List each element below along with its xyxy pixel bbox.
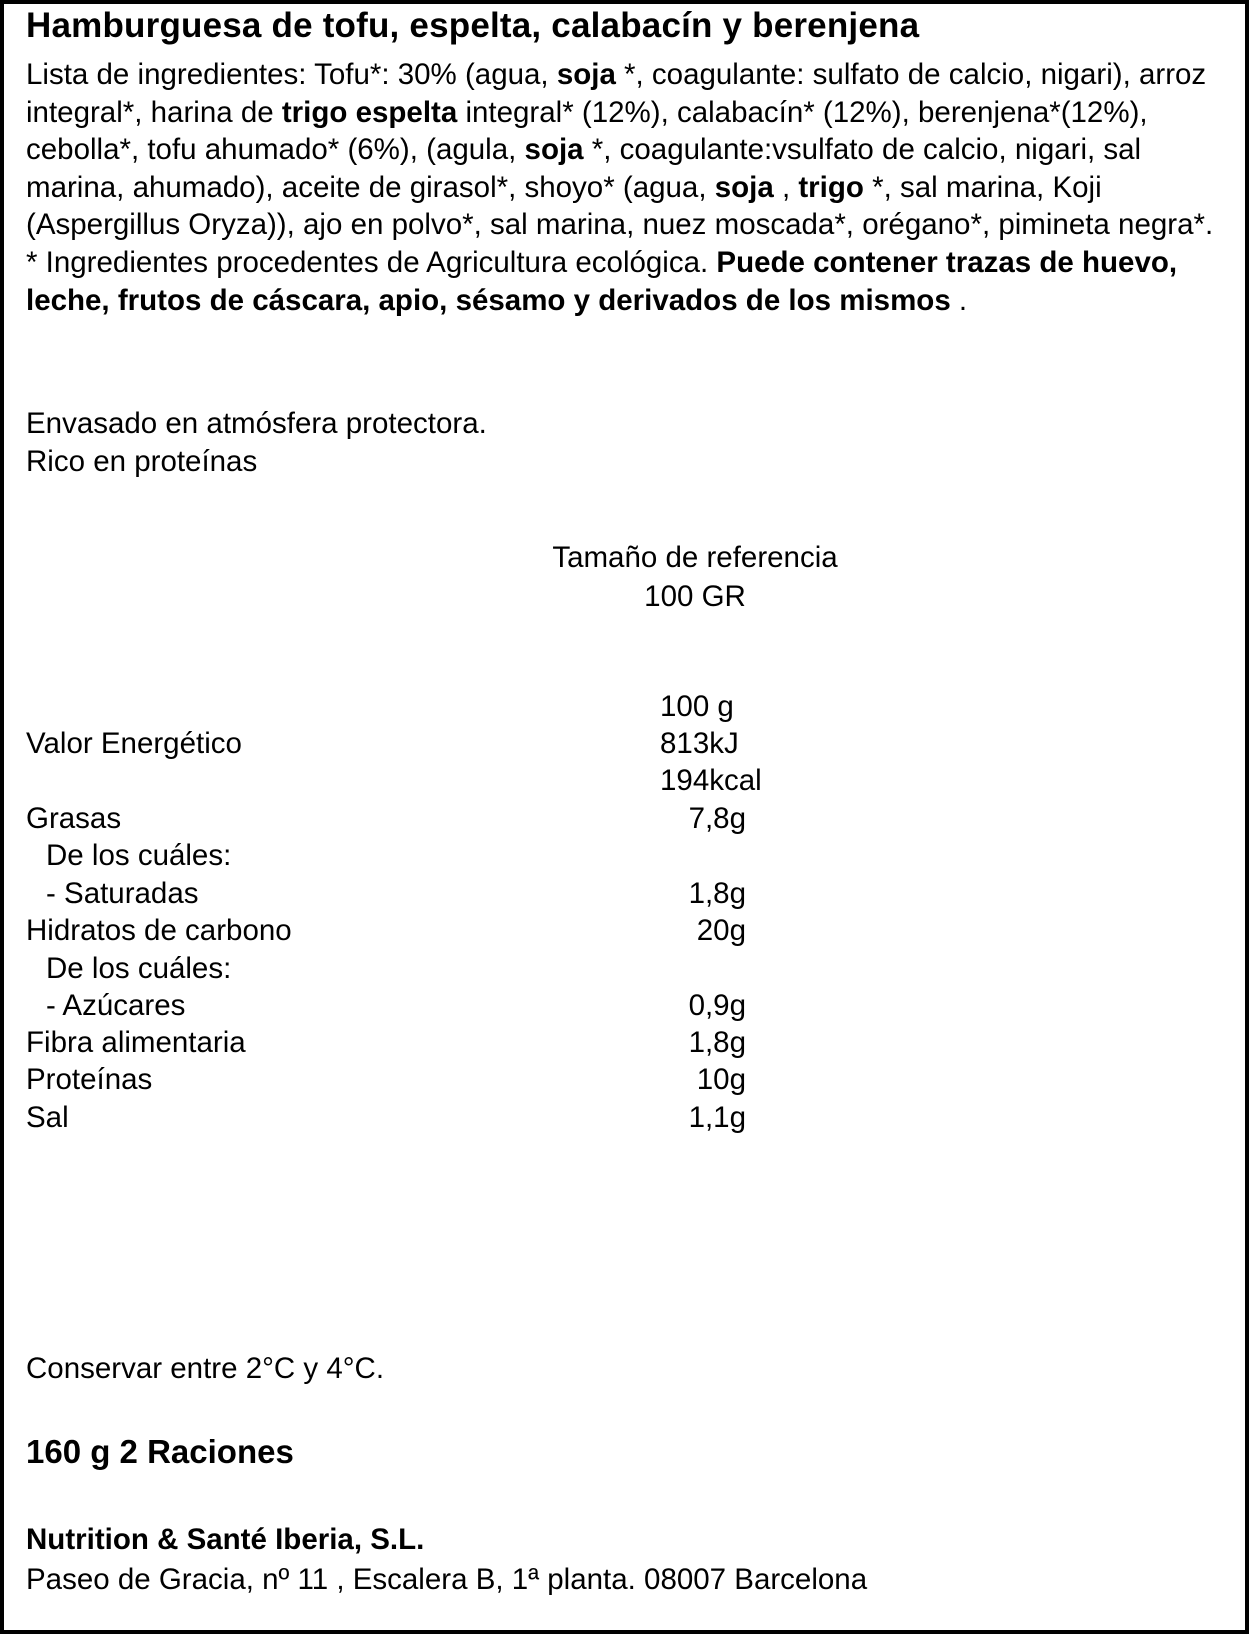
nutrition-label: Hidratos de carbono [26, 914, 292, 947]
nutrition-label: De los cuáles: [46, 952, 232, 985]
ingredients-segment: Lista de ingredientes: Tofu*: 30% (agua, [26, 58, 557, 91]
ingredients-segment: *, coagulante: sulfato de calcio, nigari), arroz integral*, harina de [26, 58, 1207, 129]
storage-instructions: Conservar entre 2°C y 4°C. [26, 1352, 385, 1385]
ingredients-segment: *, coagulante:vsulfato de calcio, nigari, sal marina, ahumado), aceite de girasol*, shoyo* (agua, [26, 133, 1142, 204]
nutrition-row [26, 877, 746, 914]
ingredients-segment: . [950, 283, 968, 317]
energy-kcal-value: 194kcal [660, 764, 762, 797]
nutrition-row [26, 802, 746, 839]
nutrition-label: De los cuáles: [46, 839, 232, 872]
nutrition-value: 20g [696, 914, 746, 947]
reference-size-amount: 100 GR [644, 580, 746, 613]
nutrition-row-energy [26, 727, 746, 764]
nutrition-subheading [26, 839, 746, 876]
nutrition-value: 0,9g [688, 989, 746, 1022]
allergen-soja: soja [556, 58, 616, 91]
nutrition-value: 10g [696, 1063, 746, 1096]
ingredients-segment: , [773, 170, 799, 204]
nutrition-row [26, 1063, 746, 1100]
nutrition-label: Grasas [26, 802, 122, 835]
net-weight-portions: 160 g 2 Raciones [26, 1433, 294, 1470]
allergen-traces-warning: Puede contener trazas de huevo, leche, frutos de cáscara, apio, sésamo y derivados de los mismos [26, 245, 1178, 317]
protein-claim: Rico en proteínas [26, 445, 258, 478]
nutrition-row [26, 914, 746, 951]
reference-size-label: Tamaño de referencia [552, 541, 838, 574]
product-title: Hamburguesa de tofu, espelta, calabacín y berenjena [26, 6, 920, 45]
nutrition-value: 1,8g [688, 877, 746, 910]
nutrition-value: 1,1g [688, 1101, 746, 1134]
nutrition-label: - Azúcares [46, 989, 186, 1022]
nutrition-value: 7,8g [688, 802, 746, 835]
nutrition-label: Sal [26, 1101, 69, 1134]
nutrition-row [26, 1026, 746, 1063]
nutrition-row [26, 1101, 746, 1138]
energy-kj-value: 813kJ [660, 727, 739, 760]
company-name: Nutrition & Santé Iberia, S.L. [26, 1523, 425, 1556]
nutrition-column-header: 100 g [660, 690, 734, 723]
nutrition-subheading [26, 952, 746, 989]
nutrition-value: 1,8g [688, 1026, 746, 1059]
nutrition-label: - Saturadas [46, 877, 199, 910]
packaging-note: Envasado en atmósfera protectora. [26, 407, 487, 440]
allergen-soja: soja [524, 133, 584, 167]
ingredients-list [26, 56, 1231, 319]
nutrition-row [26, 989, 746, 1026]
allergen-trigo-espelta: trigo espelta [281, 95, 458, 129]
nutrition-label: Valor Energético [26, 727, 242, 760]
ingredients-segment: integral* (12%), calabacín* (12%), berenjena*(12%), cebolla*, tofu ahumado* (6%), (agula, [26, 95, 1148, 167]
nutrition-label: Fibra alimentaria [26, 1026, 246, 1059]
nutrition-label: Proteínas [26, 1063, 153, 1096]
ingredients-segment: *, sal marina, Koji (Aspergillus Oryza)), ajo en polvo*, sal marina, nuez moscada*, orégano*, pimineta negra*. * Ingredientes procedentes de Agricultura ecológica. [26, 170, 1214, 279]
allergen-soja: soja [714, 170, 774, 204]
company-address: Paseo de Gracia, nº 11 , Escalera B, 1ª planta. 08007 Barcelona [26, 1563, 868, 1596]
allergen-trigo: trigo [798, 170, 864, 204]
